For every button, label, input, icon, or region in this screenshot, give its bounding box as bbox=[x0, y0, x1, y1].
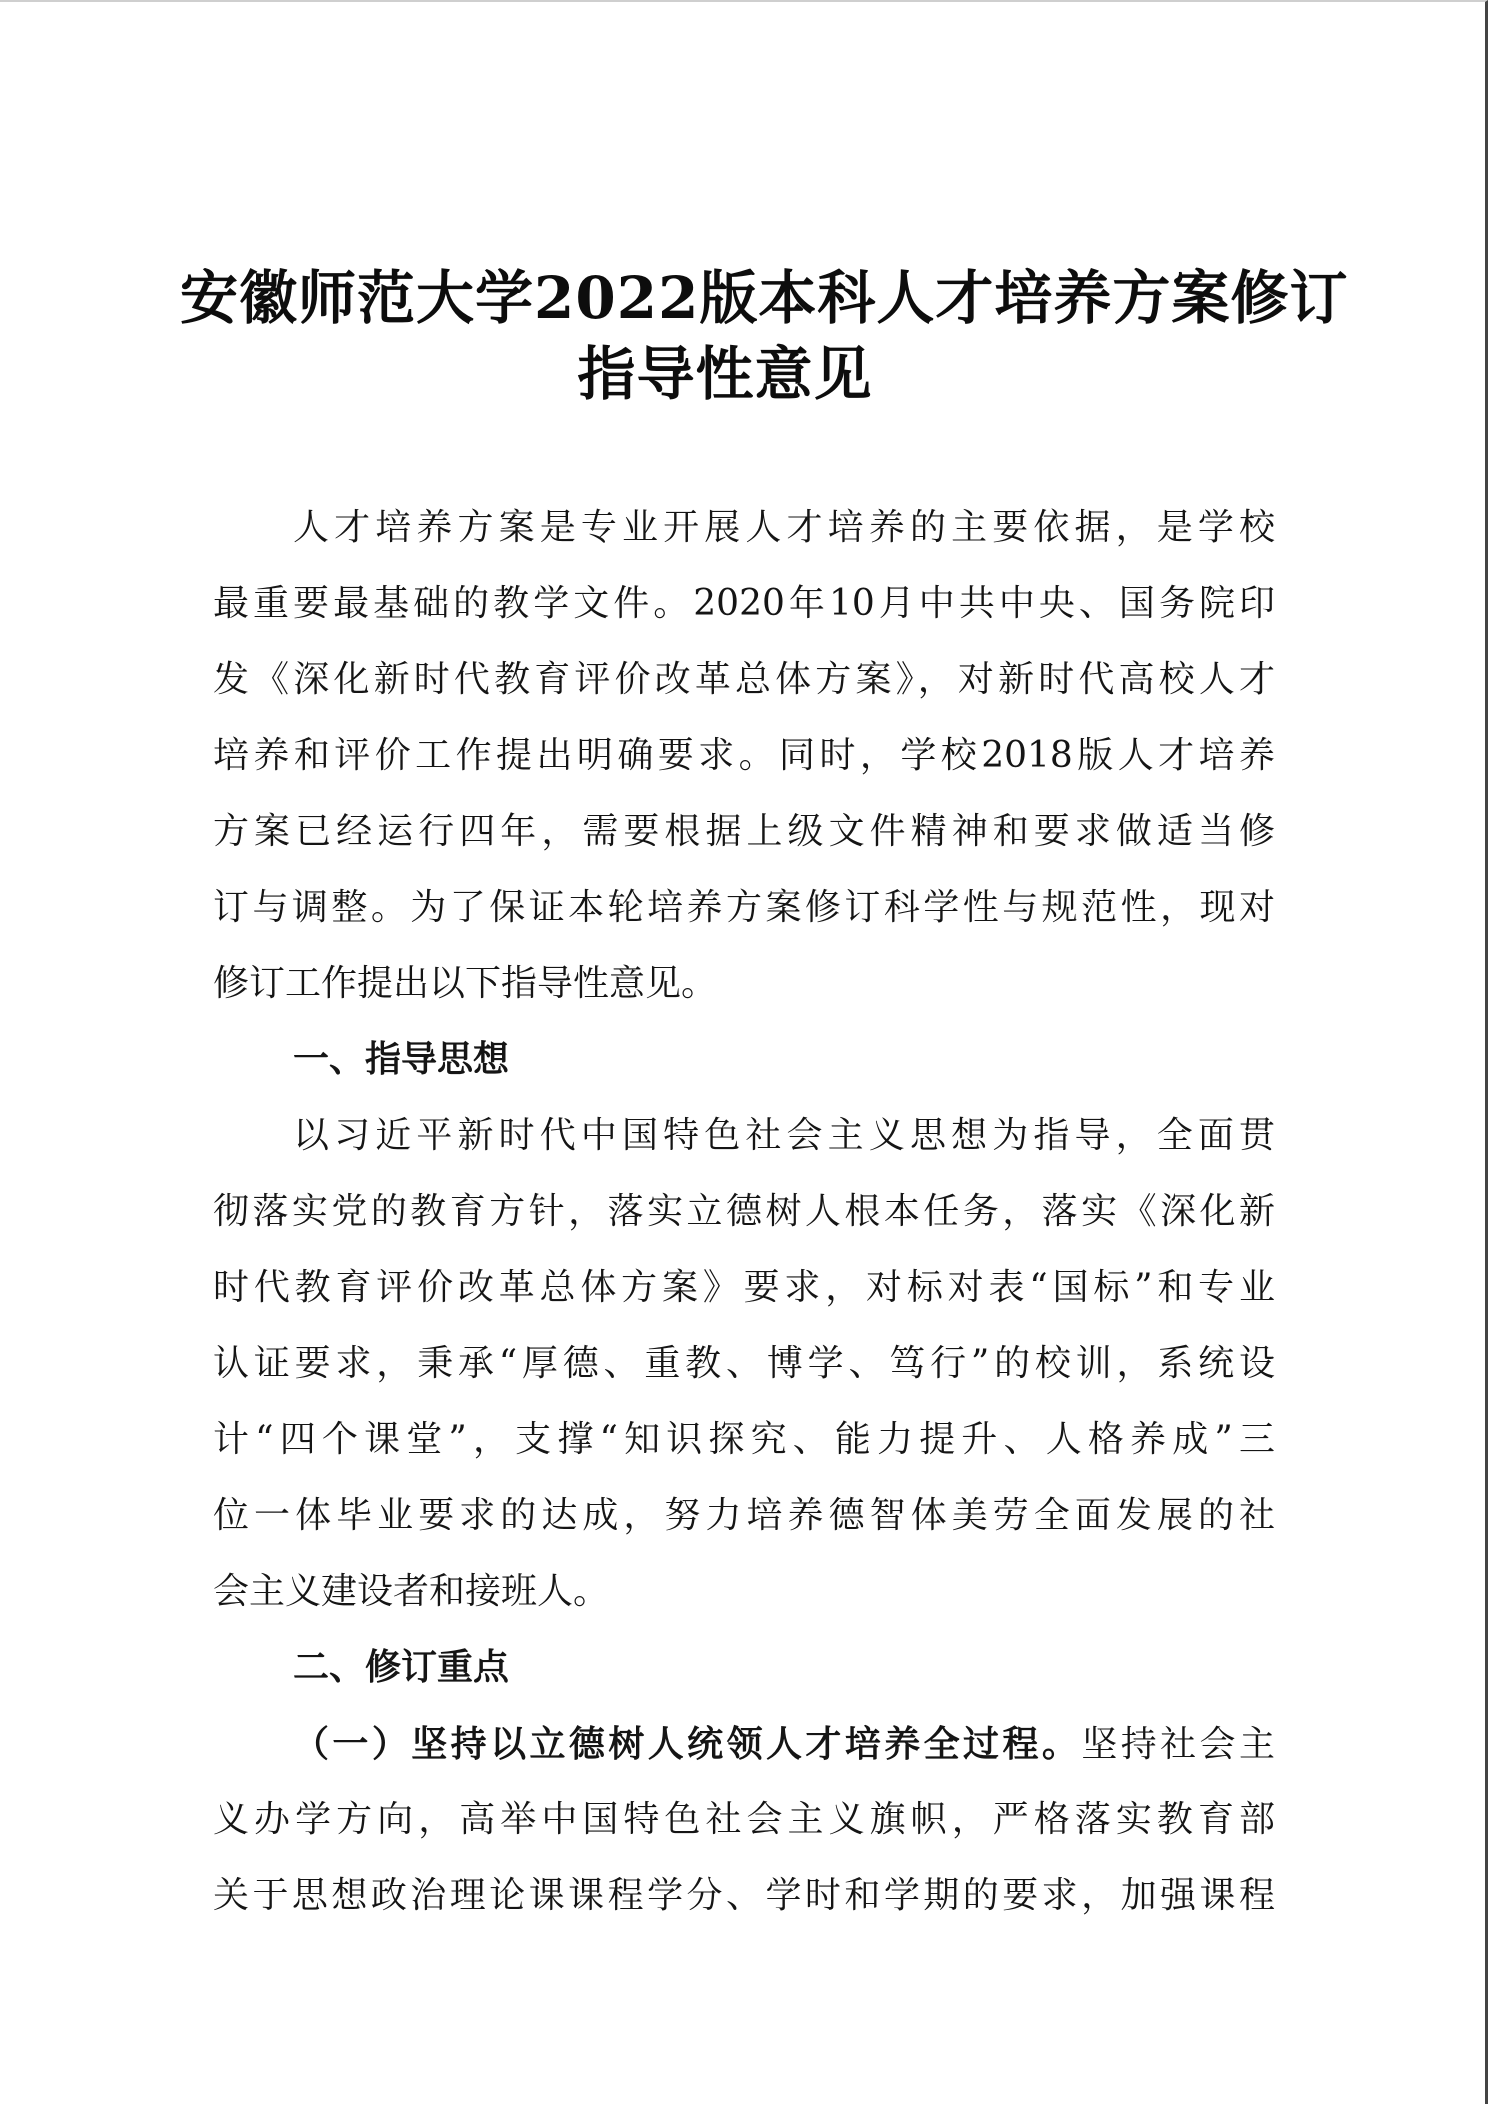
section-heading-1: 一、指导思想 bbox=[293, 1039, 510, 1080]
paragraph-line: 最重要最基础的教学文件。2020年10月中共中央、国务院印 bbox=[213, 583, 1275, 624]
paragraph-line: 修订工作提出以下指导性意见。 bbox=[213, 963, 718, 1004]
title-line-2: 指导性意见 bbox=[577, 340, 873, 408]
paragraph-line: 时代教育评价改革总体方案》要求，对标对表“国标”和专业 bbox=[213, 1267, 1275, 1308]
paragraph-line: 以习近平新时代中国特色社会主义思想为指导，全面贯 bbox=[293, 1115, 1275, 1156]
paragraph-line: 会主义建设者和接班人。 bbox=[213, 1571, 610, 1612]
title-line-1: 安徽师范大学2022版本科人才培养方案修订 bbox=[180, 264, 1349, 332]
paragraph-line: 关于思想政治理论课课程学分、学时和学期的要求，加强课程 bbox=[213, 1875, 1275, 1916]
paragraph-line: 发《深化新时代教育评价改革总体方案》，对新时代高校人才 bbox=[213, 659, 1275, 700]
paragraph-line: 订与调整。为了保证本轮培养方案修订科学性与规范性，现对 bbox=[213, 887, 1275, 928]
paragraph-line: 位一体毕业要求的达成，努力培养德智体美劳全面发展的社 bbox=[213, 1495, 1275, 1536]
paragraph-line: 计“四个课堂”，支撑“知识探究、能力提升、人格养成”三 bbox=[213, 1419, 1275, 1460]
document-title bbox=[180, 260, 1349, 412]
document-body bbox=[213, 490, 1275, 1934]
paragraph-line: 培养和评价工作提出明确要求。同时，学校2018版人才培养 bbox=[213, 735, 1275, 776]
subsection-line bbox=[213, 1706, 1275, 1782]
section-heading-2: 二、修订重点 bbox=[293, 1647, 510, 1688]
paragraph-line: 彻落实党的教育方针，落实立德树人根本任务，落实《深化新 bbox=[213, 1191, 1275, 1232]
paragraph-line: 认证要求，秉承“厚德、重教、博学、笃行”的校训，系统设 bbox=[213, 1343, 1275, 1384]
subsection-text: 坚持社会主 bbox=[1081, 1724, 1275, 1765]
paragraph-line: 人才培养方案是专业开展人才培养的主要依据，是学校 bbox=[293, 507, 1275, 548]
paragraph-line: 方案已经运行四年，需要根据上级文件精神和要求做适当修 bbox=[213, 811, 1275, 852]
paragraph-line: 义办学方向，高举中国特色社会主义旗帜，严格落实教育部 bbox=[213, 1799, 1275, 1840]
subsection-heading-1: （一）坚持以立德树人统领人才培养全过程。 bbox=[293, 1723, 1082, 1765]
